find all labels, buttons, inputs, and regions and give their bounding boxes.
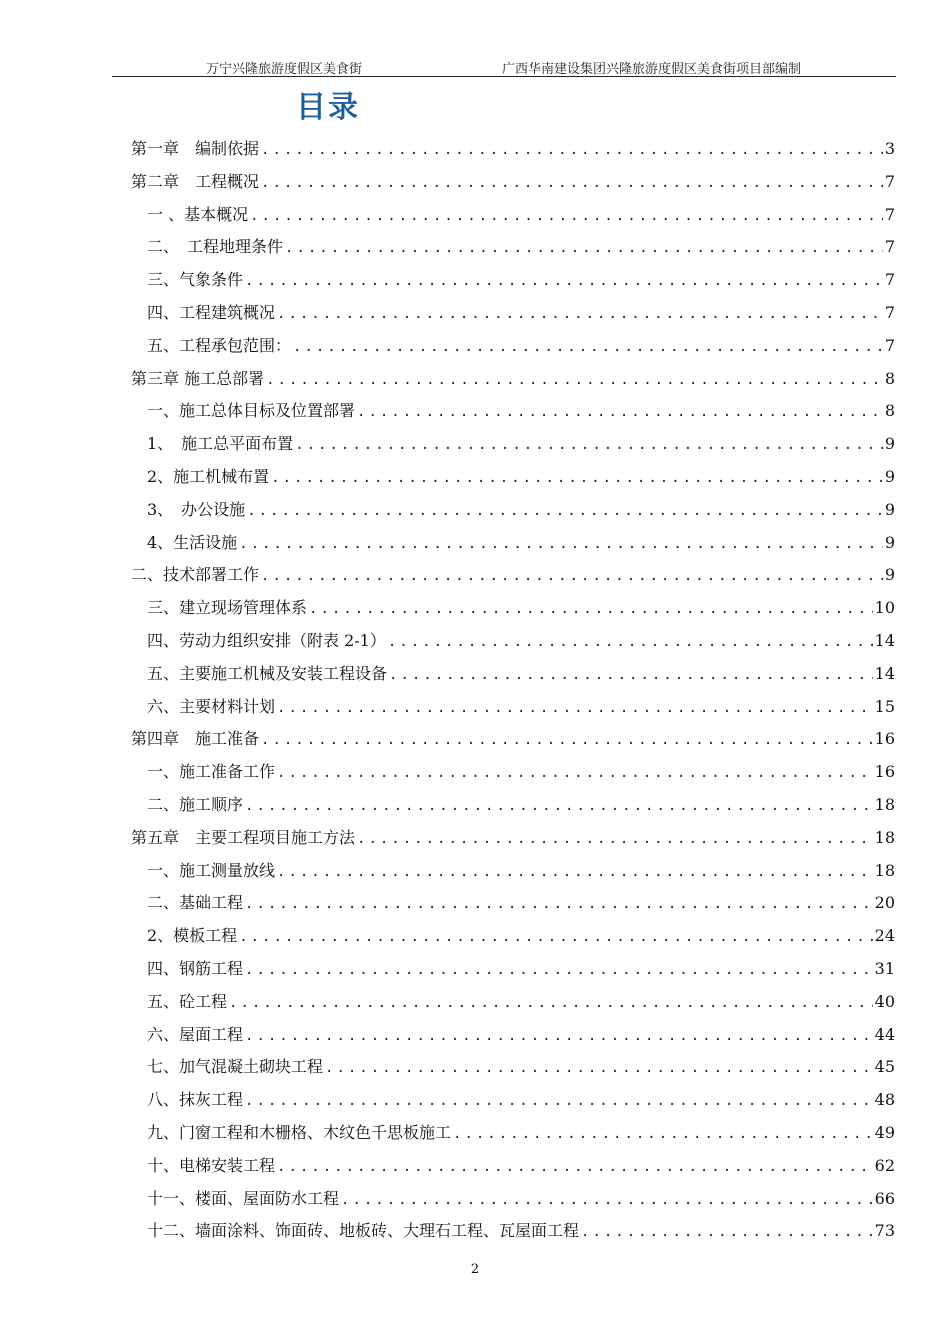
toc-section-entry[interactable] bbox=[147, 233, 895, 261]
toc-dot-leader bbox=[266, 366, 883, 394]
toc-title: 目录 bbox=[296, 90, 360, 125]
toc-entry-page: 45 bbox=[874, 1057, 895, 1077]
toc-chapter-entry[interactable] bbox=[131, 561, 895, 589]
toc-chapter-entry[interactable] bbox=[131, 725, 895, 753]
toc-dot-leader bbox=[325, 1054, 873, 1082]
toc-dot-leader bbox=[277, 759, 873, 787]
toc-entry-label: 二、技术部署工作 bbox=[131, 565, 260, 585]
toc-entry-label: 八、抹灰工程 bbox=[147, 1090, 244, 1110]
toc-section-entry[interactable] bbox=[147, 332, 895, 360]
toc-section-entry[interactable] bbox=[147, 529, 895, 557]
toc-entry-page: 3 bbox=[884, 139, 895, 158]
toc-entry-page: 7 bbox=[884, 303, 895, 322]
toc-entry-label: 二、基础工程 bbox=[147, 893, 244, 913]
toc-chapter-entry[interactable] bbox=[131, 824, 895, 852]
toc-entry-label: 五、工程承包范围： bbox=[147, 335, 292, 355]
toc-entry-label: 一、施工准备工作 bbox=[147, 762, 276, 782]
toc-entry-label: 一 、基本概况 bbox=[147, 204, 249, 224]
toc-section-entry[interactable] bbox=[147, 463, 895, 491]
toc-section-entry[interactable] bbox=[147, 397, 895, 425]
toc-entry-label: 四、工程建筑概况 bbox=[147, 303, 276, 322]
toc-entry-label: 第三章 施工总部署 bbox=[131, 368, 265, 388]
toc-entry-label: 九、门窗工程和木栅格、木纹色千思板施工 bbox=[147, 1123, 452, 1142]
toc-entry-label: 二、施工顺序 bbox=[147, 795, 244, 814]
toc-section-entry[interactable] bbox=[147, 660, 895, 688]
toc-entry-page: 18 bbox=[874, 827, 895, 847]
toc-section-entry[interactable] bbox=[147, 594, 895, 622]
toc-entry-label: 2、模板工程 bbox=[147, 926, 238, 946]
toc-section-entry[interactable] bbox=[147, 1185, 895, 1213]
toc-section-entry[interactable] bbox=[147, 988, 895, 1016]
toc-entry-page: 7 bbox=[884, 270, 895, 290]
toc-dot-leader bbox=[357, 398, 883, 426]
toc-entry-label: 一、施工总体目标及位置部署 bbox=[147, 401, 356, 421]
toc-dot-leader bbox=[261, 562, 883, 590]
toc-dot-leader bbox=[261, 136, 883, 164]
toc-dot-leader bbox=[293, 333, 883, 361]
toc-entry-page: 7 bbox=[884, 171, 895, 191]
toc-entry-label: 1、 施工总平面布置 bbox=[147, 434, 294, 454]
toc-entry-page: 49 bbox=[874, 1123, 895, 1142]
toc-entry-page: 9 bbox=[884, 434, 895, 454]
toc-entry-label: 3、 办公设施 bbox=[147, 499, 246, 519]
toc-dot-leader bbox=[261, 169, 883, 197]
toc-entry-label: 十一、楼面、屋面防水工程 bbox=[147, 1188, 340, 1208]
toc-dot-leader bbox=[309, 595, 873, 623]
toc-entry-page: 24 bbox=[874, 926, 895, 946]
toc-dot-leader bbox=[277, 300, 883, 328]
toc-dot-leader bbox=[245, 1087, 873, 1115]
toc-section-entry[interactable] bbox=[147, 1152, 895, 1180]
toc-entry-page: 9 bbox=[884, 499, 895, 519]
toc-entry-label: 七、加气混凝土砌块工程 bbox=[147, 1057, 324, 1077]
toc-entry-label: 三、气象条件 bbox=[147, 270, 244, 290]
toc-section-entry[interactable] bbox=[147, 791, 895, 819]
toc-entry-label: 第五章 主要工程项目施工方法 bbox=[131, 827, 356, 847]
toc-entry-label: 四、钢筋工程 bbox=[147, 959, 244, 978]
toc-entry-page: 9 bbox=[884, 467, 895, 486]
toc-entry-page: 44 bbox=[874, 1024, 895, 1044]
toc-dot-leader bbox=[277, 1153, 873, 1181]
toc-dot-leader bbox=[271, 464, 883, 492]
toc-section-entry[interactable] bbox=[147, 922, 895, 950]
toc-section-entry[interactable] bbox=[147, 857, 895, 885]
toc-entry-page: 62 bbox=[874, 1155, 895, 1175]
header-divider bbox=[112, 76, 896, 77]
toc-dot-leader bbox=[245, 267, 883, 295]
toc-entry-page: 16 bbox=[874, 762, 895, 782]
toc-entry-label: 4、生活设施 bbox=[147, 532, 238, 552]
toc-entry-label: 六、屋面工程 bbox=[147, 1024, 244, 1044]
toc-entry-label: 第二章 工程概况 bbox=[131, 171, 260, 191]
toc-entry-page: 73 bbox=[874, 1221, 895, 1241]
toc-section-entry[interactable] bbox=[147, 496, 895, 524]
toc-entry-page: 15 bbox=[874, 696, 895, 716]
toc-dot-leader bbox=[277, 694, 873, 722]
toc-chapter-entry[interactable] bbox=[131, 168, 895, 196]
toc-entry-label: 第四章 施工准备 bbox=[131, 729, 260, 749]
toc-chapter-entry[interactable] bbox=[131, 135, 895, 163]
toc-dot-leader bbox=[285, 234, 883, 262]
header-compiler: 广西华南建设集团兴隆旅游度假区美食街项目部编制 bbox=[502, 62, 802, 77]
toc-dot-leader bbox=[239, 530, 883, 558]
toc-entry-page: 31 bbox=[874, 959, 895, 978]
toc-entry-page: 40 bbox=[874, 991, 895, 1011]
toc-section-entry[interactable] bbox=[147, 201, 895, 229]
toc-entry-page: 14 bbox=[874, 663, 895, 683]
toc-dot-leader bbox=[245, 890, 873, 918]
toc-entry-label: 一、施工测量放线 bbox=[147, 860, 276, 880]
toc-dot-leader bbox=[295, 431, 883, 459]
toc-dot-leader bbox=[388, 628, 873, 656]
toc-entry-page: 8 bbox=[884, 401, 895, 421]
toc-section-entry[interactable] bbox=[147, 1119, 895, 1147]
toc-entry-page: 9 bbox=[884, 565, 895, 585]
toc-entry-page: 18 bbox=[874, 860, 895, 880]
toc-chapter-entry[interactable] bbox=[131, 365, 895, 393]
toc-entry-label: 四、劳动力组织安排（附表 2-1） bbox=[147, 631, 386, 650]
toc-entry-label: 三、建立现场管理体系 bbox=[147, 598, 308, 618]
toc-entry-label: 二、 工程地理条件 bbox=[147, 237, 284, 257]
toc-dot-leader bbox=[229, 989, 873, 1017]
toc-entry-label: 十、电梯安装工程 bbox=[147, 1155, 276, 1175]
toc-dot-leader bbox=[239, 923, 872, 951]
toc-entry-label: 六、主要材料计划 bbox=[147, 696, 276, 716]
toc-dot-leader bbox=[250, 202, 883, 230]
toc-entry-page: 18 bbox=[874, 795, 895, 814]
toc-dot-leader bbox=[389, 661, 873, 689]
toc-entry-label: 五、砼工程 bbox=[147, 991, 228, 1011]
toc-entry-page: 16 bbox=[874, 729, 895, 749]
toc-section-entry[interactable] bbox=[147, 430, 895, 458]
toc-section-entry[interactable] bbox=[147, 693, 895, 721]
toc-dot-leader bbox=[245, 1022, 873, 1050]
toc-entry-page: 8 bbox=[884, 368, 895, 388]
header-project-name: 万宁兴隆旅游度假区美食街 bbox=[206, 62, 363, 77]
toc-section-entry[interactable] bbox=[147, 758, 895, 786]
toc-entry-label: 2、施工机械布置 bbox=[147, 467, 270, 486]
page-header bbox=[112, 58, 896, 76]
toc-section-entry[interactable] bbox=[147, 299, 895, 327]
toc-dot-leader bbox=[245, 956, 873, 984]
toc-dot-leader bbox=[245, 792, 873, 820]
toc-dot-leader bbox=[581, 1218, 873, 1246]
toc-section-entry[interactable] bbox=[147, 1053, 895, 1081]
toc-entry-page: 14 bbox=[874, 631, 895, 650]
toc-entry-page: 9 bbox=[884, 532, 895, 552]
toc-dot-leader bbox=[277, 858, 873, 886]
toc-entry-page: 48 bbox=[874, 1090, 895, 1110]
toc-dot-leader bbox=[453, 1120, 873, 1148]
toc-dot-leader bbox=[247, 497, 883, 525]
toc-entry-page: 66 bbox=[874, 1188, 895, 1208]
toc-section-entry[interactable] bbox=[147, 266, 895, 294]
toc-section-entry[interactable] bbox=[147, 889, 895, 917]
toc-entry-page: 10 bbox=[874, 598, 895, 618]
toc-entry-page: 7 bbox=[884, 204, 895, 224]
toc-section-entry[interactable] bbox=[147, 1217, 895, 1245]
toc-entry-page: 7 bbox=[884, 335, 895, 355]
toc-dot-leader bbox=[357, 825, 873, 853]
page-number: 2 bbox=[470, 1262, 480, 1277]
toc-entry-label: 十二、墙面涂料、饰面砖、地板砖、大理石工程、瓦屋面工程 bbox=[147, 1221, 580, 1241]
toc-section-entry[interactable] bbox=[147, 627, 895, 655]
toc-section-entry[interactable] bbox=[147, 955, 895, 983]
toc-section-entry[interactable] bbox=[147, 1086, 895, 1114]
toc-entry-page: 7 bbox=[884, 237, 895, 257]
toc-dot-leader bbox=[261, 726, 873, 754]
toc-entry-page: 20 bbox=[874, 893, 895, 913]
toc-entry-label: 第一章 编制依据 bbox=[131, 139, 260, 158]
toc-dot-leader bbox=[341, 1186, 873, 1214]
toc-entry-label: 五、主要施工机械及安装工程设备 bbox=[147, 663, 388, 683]
toc-section-entry[interactable] bbox=[147, 1021, 895, 1049]
